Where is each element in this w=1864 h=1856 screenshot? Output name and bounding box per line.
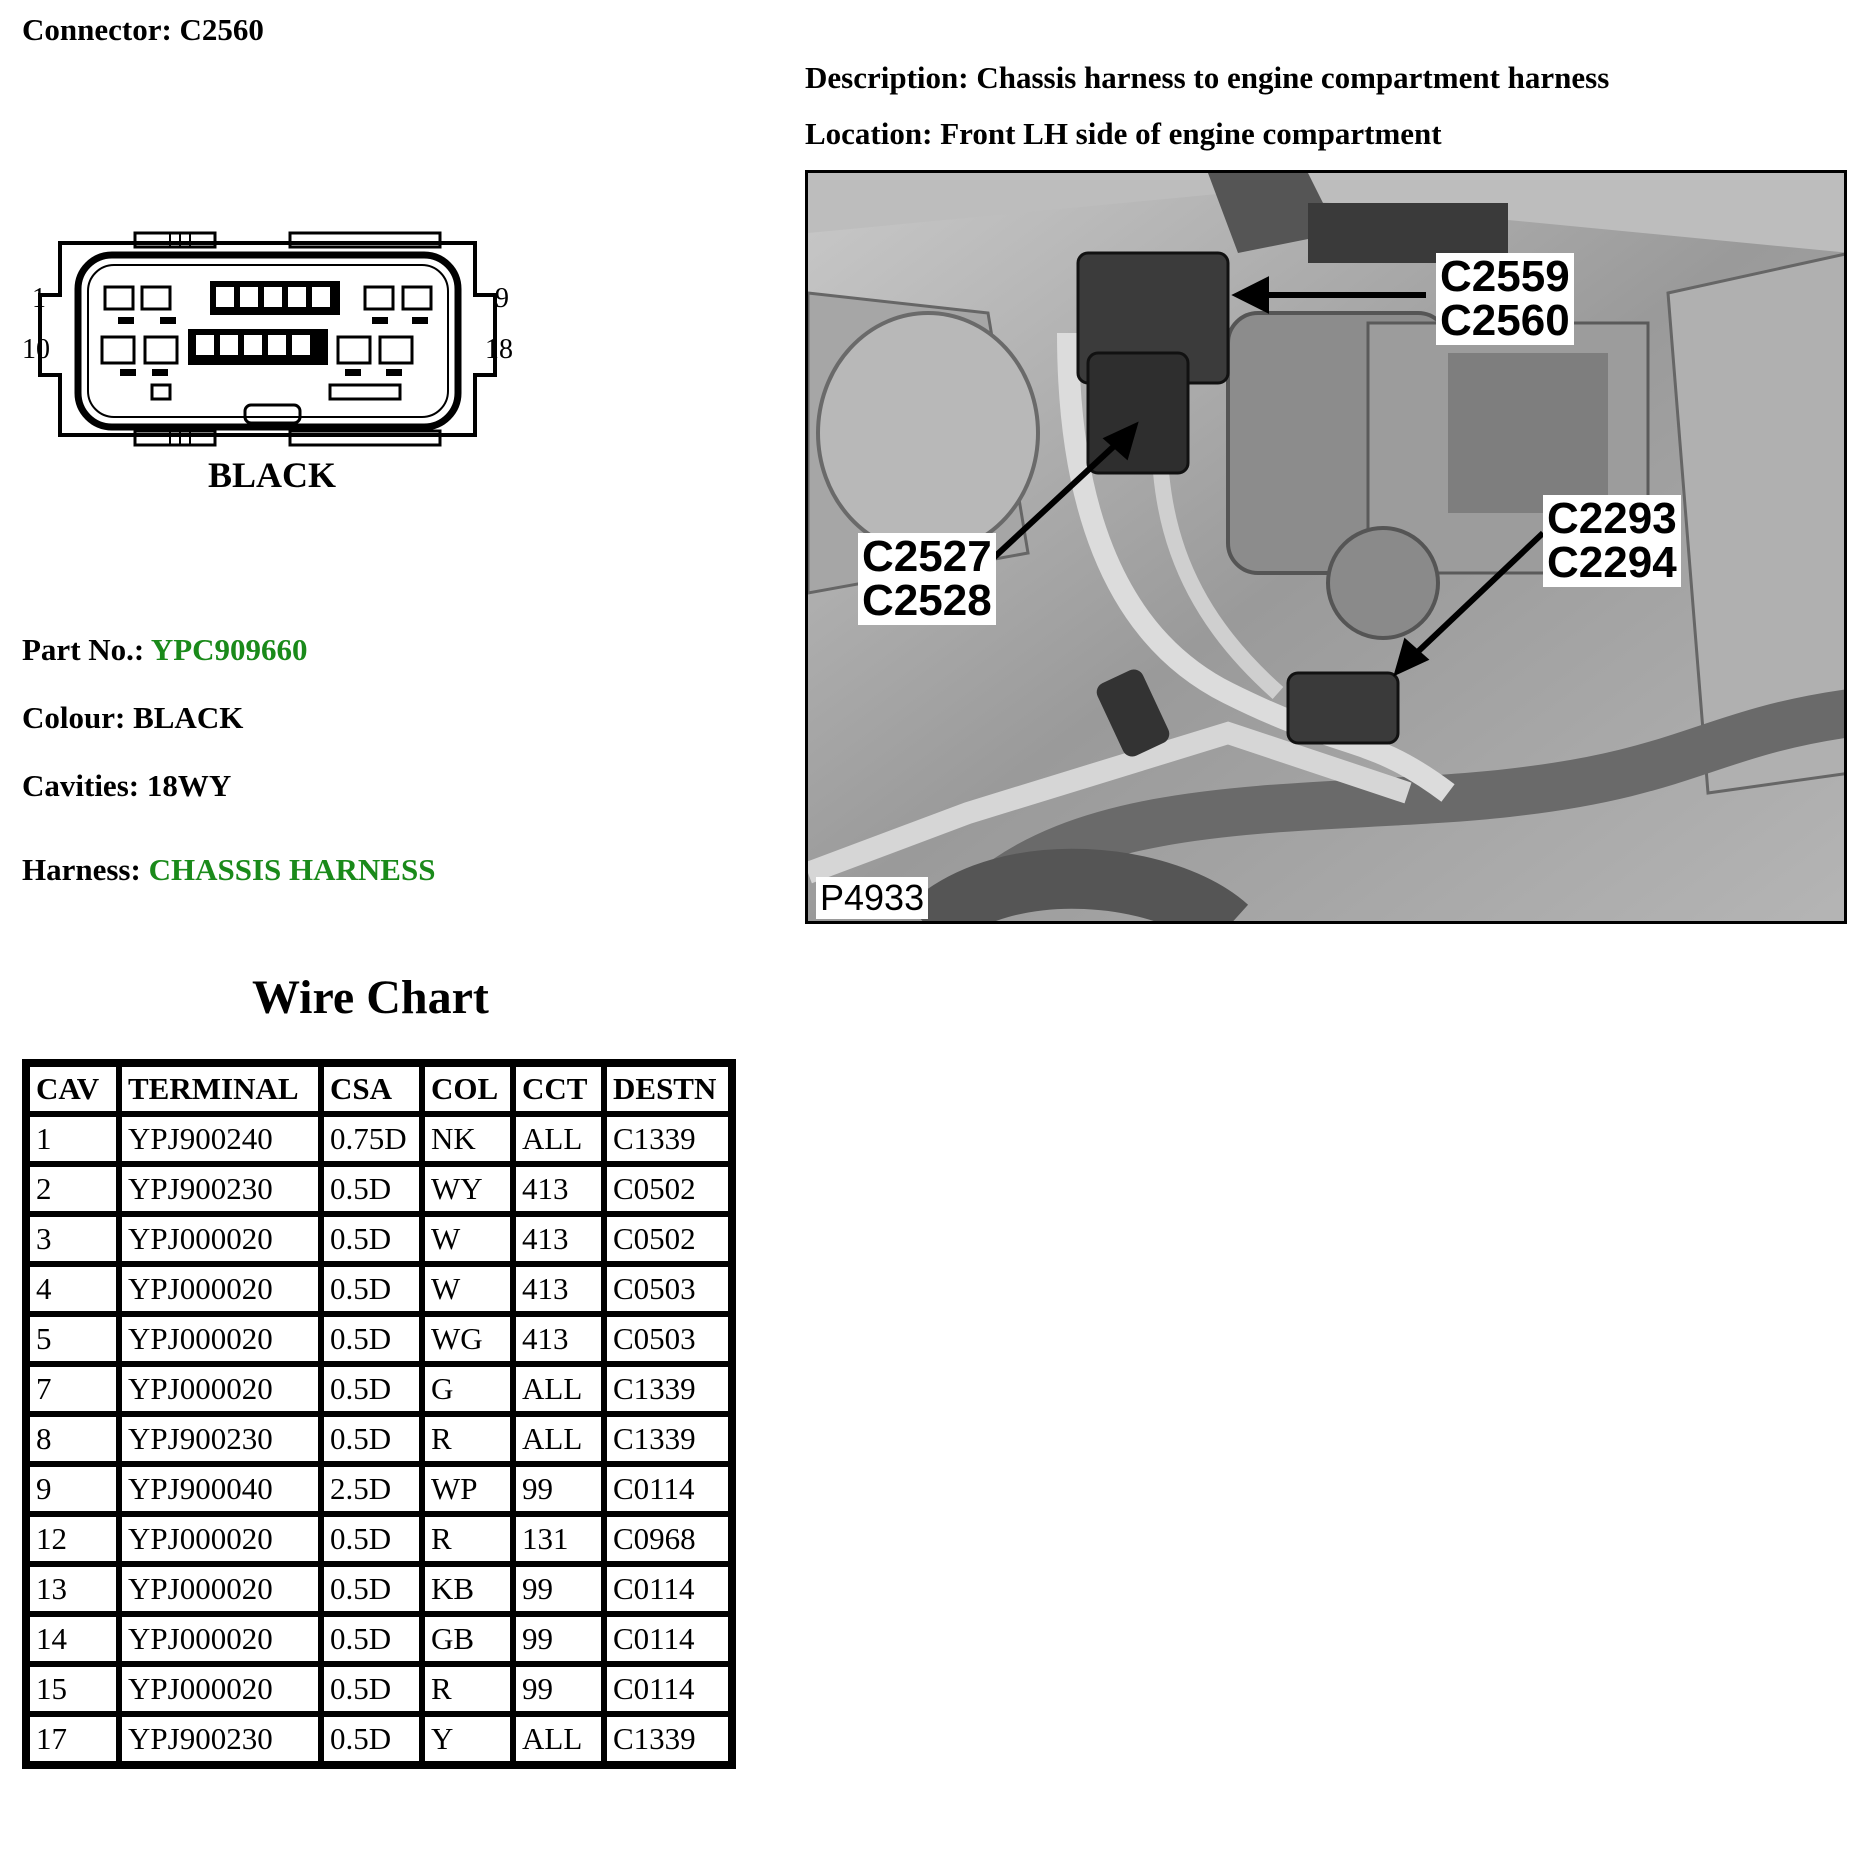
cell-destn: C1339 <box>604 1114 731 1164</box>
table-row <box>27 1414 731 1464</box>
cell-cav: 9 <box>27 1464 119 1514</box>
cell-cct: 413 <box>513 1164 604 1214</box>
cell-terminal: YPJ000020 <box>119 1664 321 1714</box>
pin-label-9: 9 <box>495 283 509 314</box>
connector-line <box>22 12 264 48</box>
table-row <box>27 1114 731 1164</box>
callout-c2293: C2293 <box>1547 494 1677 543</box>
cell-terminal: YPJ000020 <box>119 1564 321 1614</box>
cell-csa: 0.5D <box>321 1164 422 1214</box>
table-row <box>27 1564 731 1614</box>
cell-destn: C0502 <box>604 1164 731 1214</box>
harness-value[interactable]: CHASSIS HARNESS <box>148 852 436 887</box>
table-row <box>27 1214 731 1264</box>
cavities-value: 18WY <box>146 768 232 803</box>
cell-col: NK <box>422 1114 513 1164</box>
callout-c2527-c2528 <box>858 533 996 625</box>
cell-csa: 0.75D <box>321 1114 422 1164</box>
cell-destn: C0114 <box>604 1464 731 1514</box>
cell-destn: C0968 <box>604 1514 731 1564</box>
description-line <box>805 60 1609 96</box>
location-label: Location: <box>805 116 933 151</box>
colour-line <box>22 700 243 736</box>
cell-destn: C0503 <box>604 1264 731 1314</box>
cell-cav: 8 <box>27 1414 119 1464</box>
colour-value: BLACK <box>133 700 244 735</box>
cell-col: KB <box>422 1564 513 1614</box>
colour-caption: BLACK <box>207 455 337 495</box>
wire-chart-title: Wire Chart <box>252 971 489 1024</box>
cell-csa: 0.5D <box>321 1714 422 1764</box>
cell-destn: C1339 <box>604 1714 731 1764</box>
cell-csa: 0.5D <box>321 1364 422 1414</box>
table-row <box>27 1614 731 1664</box>
cell-cav: 12 <box>27 1514 119 1564</box>
cell-csa: 2.5D <box>321 1464 422 1514</box>
cell-cav: 1 <box>27 1114 119 1164</box>
cell-csa: 0.5D <box>321 1214 422 1264</box>
cell-cav: 5 <box>27 1314 119 1364</box>
cell-csa: 0.5D <box>321 1614 422 1664</box>
cell-col: R <box>422 1414 513 1464</box>
table-row <box>27 1714 731 1764</box>
cell-destn: C0114 <box>604 1664 731 1714</box>
connector-value: C2560 <box>179 12 264 47</box>
cell-cav: 15 <box>27 1664 119 1714</box>
cell-col: G <box>422 1364 513 1414</box>
cell-destn: C0503 <box>604 1314 731 1364</box>
callout-c2293-c2294 <box>1543 495 1681 587</box>
table-row <box>27 1364 731 1414</box>
table-row <box>27 1464 731 1514</box>
cell-cct: 413 <box>513 1314 604 1364</box>
cell-destn: C0502 <box>604 1214 731 1264</box>
cell-cct: 99 <box>513 1564 604 1614</box>
cell-cct: ALL <box>513 1414 604 1464</box>
cell-cav: 7 <box>27 1364 119 1414</box>
callout-c2559-c2560 <box>1436 253 1574 345</box>
harness-label: Harness: <box>22 852 141 887</box>
cell-cct: 99 <box>513 1614 604 1664</box>
cell-terminal: YPJ000020 <box>119 1264 321 1314</box>
cell-cct: ALL <box>513 1114 604 1164</box>
cell-col: W <box>422 1264 513 1314</box>
description-value: Chassis harness to engine compartment harness <box>976 60 1610 95</box>
cell-destn: C1339 <box>604 1414 731 1464</box>
cell-csa: 0.5D <box>321 1564 422 1614</box>
cell-terminal: YPJ000020 <box>119 1214 321 1264</box>
cell-col: GB <box>422 1614 513 1664</box>
connector-label: Connector: <box>22 12 172 47</box>
column-header-cav: CAV <box>27 1064 119 1114</box>
pin-label-10: 10 <box>22 334 50 365</box>
cell-cav: 4 <box>27 1264 119 1314</box>
figure-id: P4933 <box>816 877 928 919</box>
cell-cct: 413 <box>513 1214 604 1264</box>
cell-csa: 0.5D <box>321 1414 422 1464</box>
part-no-value[interactable]: YPC909660 <box>150 632 308 667</box>
column-header-cct: CCT <box>513 1064 604 1114</box>
pin-label-1: 1 <box>32 283 46 314</box>
cell-cav: 13 <box>27 1564 119 1614</box>
part-no-label: Part No.: <box>22 632 145 667</box>
table-row <box>27 1514 731 1564</box>
cell-col: WY <box>422 1164 513 1214</box>
location-line <box>805 116 1442 152</box>
table-row <box>27 1664 731 1714</box>
cell-cav: 14 <box>27 1614 119 1664</box>
cell-destn: C0114 <box>604 1614 731 1664</box>
colour-label: Colour: <box>22 700 126 735</box>
cell-terminal: YPJ000020 <box>119 1314 321 1364</box>
cell-terminal: YPJ900230 <box>119 1164 321 1214</box>
table-row <box>27 1164 731 1214</box>
cell-col: WP <box>422 1464 513 1514</box>
cell-terminal: YPJ900230 <box>119 1714 321 1764</box>
description-label: Description: <box>805 60 969 95</box>
table-row <box>27 1314 731 1364</box>
table-header-row <box>27 1064 731 1114</box>
cell-col: Y <box>422 1714 513 1764</box>
cell-csa: 0.5D <box>321 1314 422 1364</box>
cell-col: WG <box>422 1314 513 1364</box>
cell-cct: 99 <box>513 1664 604 1714</box>
cell-terminal: YPJ900240 <box>119 1114 321 1164</box>
cell-terminal: YPJ900040 <box>119 1464 321 1514</box>
cell-csa: 0.5D <box>321 1264 422 1314</box>
cell-csa: 0.5D <box>321 1664 422 1714</box>
table-row <box>27 1264 731 1314</box>
cell-cct: 131 <box>513 1514 604 1564</box>
cell-cct: ALL <box>513 1364 604 1414</box>
wire-chart-table <box>22 1059 736 1769</box>
cell-col: W <box>422 1214 513 1264</box>
cell-terminal: YPJ900230 <box>119 1414 321 1464</box>
cell-csa: 0.5D <box>321 1514 422 1564</box>
column-header-csa: CSA <box>321 1064 422 1114</box>
cell-cct: 99 <box>513 1464 604 1514</box>
cell-destn: C0114 <box>604 1564 731 1614</box>
cell-cct: 413 <box>513 1264 604 1314</box>
column-header-destn: DESTN <box>604 1064 731 1114</box>
column-header-terminal: TERMINAL <box>119 1064 321 1114</box>
cell-terminal: YPJ000020 <box>119 1614 321 1664</box>
table-body <box>27 1114 731 1764</box>
part-no-line <box>22 632 308 668</box>
harness-line <box>22 852 435 888</box>
cell-col: R <box>422 1514 513 1564</box>
callout-c2294: C2294 <box>1547 538 1677 587</box>
cell-destn: C1339 <box>604 1364 731 1414</box>
cell-cav: 3 <box>27 1214 119 1264</box>
callout-c2527: C2527 <box>862 532 992 581</box>
location-photo <box>805 170 1847 924</box>
cell-terminal: YPJ000020 <box>119 1514 321 1564</box>
location-value: Front LH side of engine compartment <box>940 116 1442 151</box>
cavities-line <box>22 768 231 804</box>
callout-c2560: C2560 <box>1440 296 1570 345</box>
cell-terminal: YPJ000020 <box>119 1364 321 1414</box>
connector-face-diagram <box>20 225 540 505</box>
cell-cav: 2 <box>27 1164 119 1214</box>
cell-cct: ALL <box>513 1714 604 1764</box>
callout-c2559: C2559 <box>1440 252 1570 301</box>
cell-col: R <box>422 1664 513 1714</box>
callout-c2528: C2528 <box>862 576 992 625</box>
cell-cav: 17 <box>27 1714 119 1764</box>
pin-label-18: 18 <box>485 334 513 365</box>
cavities-label: Cavities: <box>22 768 140 803</box>
column-header-col: COL <box>422 1064 513 1114</box>
